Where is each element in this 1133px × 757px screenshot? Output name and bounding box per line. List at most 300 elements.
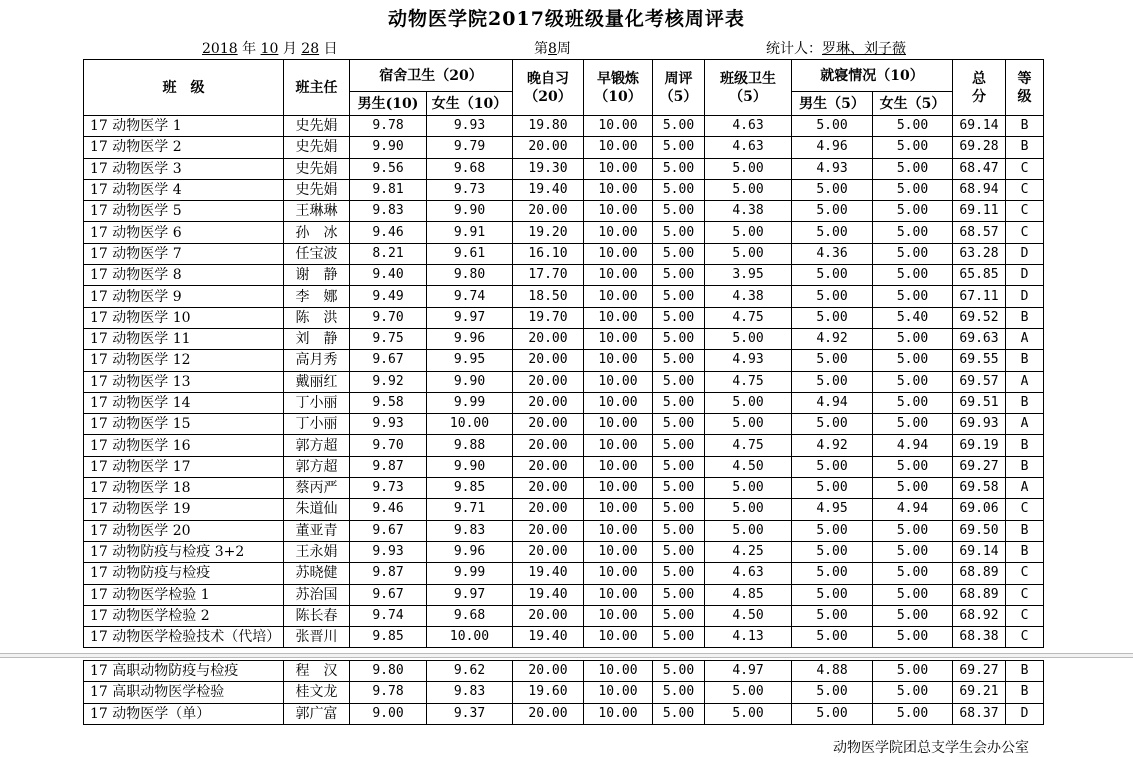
table-cell: 9.68 xyxy=(427,605,513,626)
table-cell: 郭方超 xyxy=(284,456,350,477)
table-cell: 蔡丙严 xyxy=(284,478,350,499)
header-morning: 早锻炼（10） xyxy=(584,60,653,116)
table-cell: 9.74 xyxy=(427,286,513,307)
table-cell: 4.13 xyxy=(705,627,792,648)
table-cell: 5.00 xyxy=(873,350,953,371)
table-cell: 5.00 xyxy=(873,541,953,562)
table-cell: B xyxy=(1006,350,1044,371)
table-row xyxy=(84,414,1044,435)
table-cell: 20.00 xyxy=(513,478,584,499)
table-cell: 5.00 xyxy=(705,682,792,703)
table-cell: A xyxy=(1006,478,1044,499)
table-cell: 王永娟 xyxy=(284,541,350,562)
table-cell: 4.63 xyxy=(705,116,792,137)
table-cell: 10.00 xyxy=(584,392,653,413)
table-cell: 5.00 xyxy=(653,499,705,520)
page-break-divider xyxy=(0,653,1133,658)
table-cell: 5.00 xyxy=(873,371,953,392)
table-cell: C xyxy=(1006,158,1044,179)
table-row xyxy=(84,478,1044,499)
table-cell: 戴丽红 xyxy=(284,371,350,392)
table-cell: 9.93 xyxy=(350,414,427,435)
table-cell: D xyxy=(1006,703,1044,724)
table-cell: 9.81 xyxy=(350,179,427,200)
table-cell: 69.58 xyxy=(953,478,1006,499)
table-row xyxy=(84,201,1044,222)
table-cell: 5.00 xyxy=(792,605,873,626)
table-row xyxy=(84,350,1044,371)
table-cell: 20.00 xyxy=(513,456,584,477)
table-cell: 19.80 xyxy=(513,116,584,137)
table-cell: 5.00 xyxy=(792,627,873,648)
table-cell: 10.00 xyxy=(584,563,653,584)
table-cell: 9.99 xyxy=(427,563,513,584)
table-cell: 19.40 xyxy=(513,563,584,584)
table-cell: 5.00 xyxy=(653,661,705,682)
table-cell: 9.56 xyxy=(350,158,427,179)
table-cell: 17 动物医学 16 xyxy=(84,435,284,456)
table-cell: 5.00 xyxy=(653,286,705,307)
table-cell: 69.63 xyxy=(953,328,1006,349)
table-cell: 19.40 xyxy=(513,584,584,605)
table-cell: 10.00 xyxy=(584,137,653,158)
table-row xyxy=(84,541,1044,562)
table-cell: 9.70 xyxy=(350,435,427,456)
table-cell: 丁小丽 xyxy=(284,414,350,435)
table-cell: 68.89 xyxy=(953,563,1006,584)
table-cell: 程 汉 xyxy=(284,661,350,682)
header-dorm-male: 男生(10) xyxy=(350,92,427,116)
table-cell: 17 动物医学检验 2 xyxy=(84,605,284,626)
table-cell: 17 动物医学 9 xyxy=(84,286,284,307)
table-cell: 10.00 xyxy=(584,158,653,179)
table-cell: 5.00 xyxy=(873,563,953,584)
table-cell: 5.00 xyxy=(792,286,873,307)
table-cell: 17 动物医学 13 xyxy=(84,371,284,392)
table-cell: 10.00 xyxy=(584,456,653,477)
table-cell: C xyxy=(1006,605,1044,626)
table-cell: 19.40 xyxy=(513,179,584,200)
table-cell: 68.89 xyxy=(953,584,1006,605)
table-cell: 20.00 xyxy=(513,328,584,349)
table-cell: 4.50 xyxy=(705,456,792,477)
table-cell: B xyxy=(1006,392,1044,413)
table-cell: 17 动物医学 5 xyxy=(84,201,284,222)
table-cell: 20.00 xyxy=(513,392,584,413)
table-cell: 9.93 xyxy=(350,541,427,562)
table-cell: 17 动物医学 17 xyxy=(84,456,284,477)
table-cell: 5.00 xyxy=(873,179,953,200)
table-cell: 69.28 xyxy=(953,137,1006,158)
header-evening: 晚自习（20） xyxy=(513,60,584,116)
table-cell: 10.00 xyxy=(584,478,653,499)
table-cell: 9.92 xyxy=(350,371,427,392)
table-row xyxy=(84,605,1044,626)
table-cell: A xyxy=(1006,371,1044,392)
table-cell: 5.00 xyxy=(705,499,792,520)
table-cell: 4.94 xyxy=(792,392,873,413)
table-cell: 17 动物医学 8 xyxy=(84,265,284,286)
table-cell: B xyxy=(1006,116,1044,137)
table-cell: 9.90 xyxy=(427,456,513,477)
table-cell: 17 动物医学检验技术（代培） xyxy=(84,627,284,648)
table-cell: 9.90 xyxy=(427,201,513,222)
table-cell: 5.00 xyxy=(873,328,953,349)
table-cell: 68.47 xyxy=(953,158,1006,179)
table-cell: 19.20 xyxy=(513,222,584,243)
table-cell: 9.83 xyxy=(350,201,427,222)
table-cell: 5.00 xyxy=(705,478,792,499)
table-cell: 10.00 xyxy=(584,605,653,626)
table-cell: B xyxy=(1006,435,1044,456)
table-cell: A xyxy=(1006,328,1044,349)
table-cell: 9.87 xyxy=(350,456,427,477)
table-cell: 5.00 xyxy=(873,265,953,286)
table-cell: B xyxy=(1006,137,1044,158)
table-cell: D xyxy=(1006,243,1044,264)
table-cell: 68.38 xyxy=(953,627,1006,648)
table-cell: 5.00 xyxy=(792,371,873,392)
table-cell: 李 娜 xyxy=(284,286,350,307)
table-cell: 5.00 xyxy=(873,703,953,724)
table-cell: 9.91 xyxy=(427,222,513,243)
table-cell: 5.00 xyxy=(653,328,705,349)
table-row xyxy=(84,137,1044,158)
table-cell: 20.00 xyxy=(513,499,584,520)
table-cell: 9.87 xyxy=(350,563,427,584)
table-cell: 9.73 xyxy=(350,478,427,499)
table-cell: 5.00 xyxy=(873,456,953,477)
table-cell: 10.00 xyxy=(584,371,653,392)
table-cell: 5.00 xyxy=(792,179,873,200)
table-cell: 20.00 xyxy=(513,350,584,371)
table-cell: 10.00 xyxy=(584,179,653,200)
table-row xyxy=(84,520,1044,541)
table-cell: 苏晓健 xyxy=(284,563,350,584)
date-year-unit: 年 xyxy=(242,41,257,57)
table-cell: 69.27 xyxy=(953,661,1006,682)
table-cell: 4.50 xyxy=(705,605,792,626)
table-cell: 9.96 xyxy=(427,328,513,349)
table-row xyxy=(84,158,1044,179)
table-cell: 4.93 xyxy=(705,350,792,371)
table-cell: 5.00 xyxy=(873,584,953,605)
table-cell: 5.00 xyxy=(792,350,873,371)
header-sleep-female: 女生（5） xyxy=(873,92,953,116)
table-cell: 5.00 xyxy=(792,307,873,328)
table-cell: 5.00 xyxy=(705,520,792,541)
table-cell: 4.97 xyxy=(705,661,792,682)
table-cell: 20.00 xyxy=(513,605,584,626)
table-cell: 4.75 xyxy=(705,435,792,456)
table-cell: 张晋川 xyxy=(284,627,350,648)
table-cell: 4.92 xyxy=(792,435,873,456)
table-cell: 10.00 xyxy=(584,350,653,371)
table-cell: 69.11 xyxy=(953,201,1006,222)
table-cell: 4.92 xyxy=(792,328,873,349)
table-cell: 9.85 xyxy=(350,627,427,648)
table-cell: 10.00 xyxy=(584,435,653,456)
header-weekly: 周评（5） xyxy=(653,60,705,116)
table-cell: 10.00 xyxy=(584,222,653,243)
table-cell: C xyxy=(1006,584,1044,605)
table-cell: C xyxy=(1006,222,1044,243)
table-cell: 69.57 xyxy=(953,371,1006,392)
table-cell: 4.95 xyxy=(792,499,873,520)
table-cell: 9.58 xyxy=(350,392,427,413)
score-table-continued xyxy=(83,660,1044,725)
table-cell: 5.00 xyxy=(792,541,873,562)
table-cell: 4.25 xyxy=(705,541,792,562)
table-cell: 史先娟 xyxy=(284,116,350,137)
table-cell: 史先娟 xyxy=(284,158,350,179)
table-cell: 5.00 xyxy=(792,116,873,137)
table-row xyxy=(84,682,1044,703)
table-cell: 5.00 xyxy=(653,605,705,626)
table-cell: 9.90 xyxy=(350,137,427,158)
table-cell: B xyxy=(1006,682,1044,703)
table-row xyxy=(84,703,1044,724)
table-cell: 69.21 xyxy=(953,682,1006,703)
table-cell: 苏治国 xyxy=(284,584,350,605)
table-cell: 20.00 xyxy=(513,435,584,456)
table-cell: 10.00 xyxy=(584,243,653,264)
table-cell: 郭方超 xyxy=(284,435,350,456)
table-cell: 3.95 xyxy=(705,265,792,286)
table-cell: 5.00 xyxy=(792,222,873,243)
table-cell: C xyxy=(1006,179,1044,200)
table-cell: 9.73 xyxy=(427,179,513,200)
table-cell: 4.88 xyxy=(792,661,873,682)
table-cell: 9.95 xyxy=(427,350,513,371)
table-cell: 5.00 xyxy=(705,414,792,435)
table-cell: 5.00 xyxy=(653,158,705,179)
table-cell: 17 动物医学 1 xyxy=(84,116,284,137)
table-cell: D xyxy=(1006,265,1044,286)
table-cell: 10.00 xyxy=(584,682,653,703)
table-cell: 5.00 xyxy=(873,286,953,307)
table-cell: 5.00 xyxy=(873,414,953,435)
table-cell: 5.00 xyxy=(653,520,705,541)
table-cell: 17 动物医学 6 xyxy=(84,222,284,243)
table-cell: 17 动物医学 19 xyxy=(84,499,284,520)
table-cell: 5.00 xyxy=(653,435,705,456)
table-cell: 69.06 xyxy=(953,499,1006,520)
table-cell: B xyxy=(1006,456,1044,477)
table-cell: 9.80 xyxy=(427,265,513,286)
table-row xyxy=(84,563,1044,584)
table-cell: 17 动物医学 4 xyxy=(84,179,284,200)
table-cell: 5.00 xyxy=(653,201,705,222)
table-cell: 9.40 xyxy=(350,265,427,286)
table-cell: 9.96 xyxy=(427,541,513,562)
table-cell: 20.00 xyxy=(513,541,584,562)
table-cell: 17 动物医学 15 xyxy=(84,414,284,435)
table-row xyxy=(84,392,1044,413)
table-cell: 10.00 xyxy=(584,627,653,648)
table-cell: 9.70 xyxy=(350,307,427,328)
table-cell: 10.00 xyxy=(584,499,653,520)
table-cell: 5.00 xyxy=(873,243,953,264)
table-cell: A xyxy=(1006,414,1044,435)
table-cell: 69.55 xyxy=(953,350,1006,371)
table-cell: 10.00 xyxy=(584,703,653,724)
table-cell: 陈 洪 xyxy=(284,307,350,328)
date-day: 28 xyxy=(301,41,320,57)
table-cell: 8.21 xyxy=(350,243,427,264)
table-cell: 68.92 xyxy=(953,605,1006,626)
table-row xyxy=(84,243,1044,264)
table-cell: 69.51 xyxy=(953,392,1006,413)
table-cell: 9.99 xyxy=(427,392,513,413)
table-row xyxy=(84,627,1044,648)
table-cell: 9.00 xyxy=(350,703,427,724)
table-cell: 4.93 xyxy=(792,158,873,179)
table-cell: 67.11 xyxy=(953,286,1006,307)
header-teacher: 班主任 xyxy=(284,60,350,116)
table-cell: 68.37 xyxy=(953,703,1006,724)
table-cell: 9.46 xyxy=(350,499,427,520)
table-cell: 69.14 xyxy=(953,541,1006,562)
table-cell: 5.00 xyxy=(873,605,953,626)
table-cell: 郭广富 xyxy=(284,703,350,724)
table-cell: 9.78 xyxy=(350,116,427,137)
week-prefix: 第 xyxy=(534,41,548,57)
table-cell: 5.00 xyxy=(792,563,873,584)
table-cell: 5.00 xyxy=(792,584,873,605)
table-cell: 9.97 xyxy=(427,584,513,605)
table-cell: 17 动物医学（单） xyxy=(84,703,284,724)
table-cell: 5.00 xyxy=(792,201,873,222)
table-cell: 5.00 xyxy=(705,703,792,724)
header-class-hygiene: 班级卫生（5） xyxy=(705,60,792,116)
table-row xyxy=(84,179,1044,200)
table-cell: 17 动物医学 7 xyxy=(84,243,284,264)
table-row xyxy=(84,584,1044,605)
table-cell: 19.60 xyxy=(513,682,584,703)
table-cell: 20.00 xyxy=(513,703,584,724)
date-year: 2018 xyxy=(202,41,238,57)
table-cell: 10.00 xyxy=(584,201,653,222)
table-cell: C xyxy=(1006,499,1044,520)
table-cell: 20.00 xyxy=(513,414,584,435)
table-cell: 5.00 xyxy=(873,392,953,413)
table-cell: 69.14 xyxy=(953,116,1006,137)
table-cell: 9.62 xyxy=(427,661,513,682)
table-cell: 20.00 xyxy=(513,371,584,392)
table-row xyxy=(84,116,1044,137)
table-cell: 17 动物医学 20 xyxy=(84,520,284,541)
table-cell: 史先娟 xyxy=(284,179,350,200)
table-cell: 9.80 xyxy=(350,661,427,682)
table-cell: 5.00 xyxy=(705,179,792,200)
header-sleep-male: 男生（5） xyxy=(792,92,873,116)
table-cell: D xyxy=(1006,286,1044,307)
table-cell: 17 动物医学 2 xyxy=(84,137,284,158)
table-row xyxy=(84,371,1044,392)
table-cell: 17 动物医学 12 xyxy=(84,350,284,371)
table-cell: 5.00 xyxy=(653,563,705,584)
table-cell: 10.00 xyxy=(584,661,653,682)
table-cell: 5.00 xyxy=(653,682,705,703)
table-cell: 9.90 xyxy=(427,371,513,392)
score-table xyxy=(83,59,1044,648)
table-cell: 5.00 xyxy=(653,584,705,605)
table-cell: 5.00 xyxy=(653,307,705,328)
table-cell: 17.70 xyxy=(513,265,584,286)
table-row xyxy=(84,661,1044,682)
table-cell: 5.00 xyxy=(873,116,953,137)
table-cell: 19.40 xyxy=(513,627,584,648)
table-cell: 丁小丽 xyxy=(284,392,350,413)
header-dorm: 宿舍卫生（20） xyxy=(350,60,513,92)
table-cell: 19.70 xyxy=(513,307,584,328)
table-row xyxy=(84,286,1044,307)
table-cell: 任宝波 xyxy=(284,243,350,264)
table-cell: 5.00 xyxy=(705,158,792,179)
table-cell: 10.00 xyxy=(584,584,653,605)
table-cell: 5.00 xyxy=(705,222,792,243)
table-cell: 4.94 xyxy=(873,499,953,520)
table-cell: 5.40 xyxy=(873,307,953,328)
table-cell: 9.67 xyxy=(350,584,427,605)
table-cell: 17 动物医学检验 1 xyxy=(84,584,284,605)
table-cell: 4.94 xyxy=(873,435,953,456)
table-cell: 10.00 xyxy=(584,286,653,307)
table-cell: 20.00 xyxy=(513,201,584,222)
table-cell: 17 高职动物防疫与检疫 xyxy=(84,661,284,682)
table-cell: 4.75 xyxy=(705,307,792,328)
table-cell: C xyxy=(1006,627,1044,648)
table-cell: 19.30 xyxy=(513,158,584,179)
table-cell: 4.75 xyxy=(705,371,792,392)
statistician-label: 统计人： xyxy=(766,41,822,57)
table-cell: 17 动物防疫与检疫 xyxy=(84,563,284,584)
table-cell: 5.00 xyxy=(792,478,873,499)
table-cell: 5.00 xyxy=(653,371,705,392)
table-cell: 4.63 xyxy=(705,563,792,584)
table-cell: 18.50 xyxy=(513,286,584,307)
table-cell: 9.67 xyxy=(350,520,427,541)
table-cell: 5.00 xyxy=(705,328,792,349)
table-cell: 5.00 xyxy=(873,661,953,682)
table-cell: 4.96 xyxy=(792,137,873,158)
table-cell: 65.85 xyxy=(953,265,1006,286)
table-cell: 5.00 xyxy=(873,682,953,703)
table-cell: 5.00 xyxy=(873,137,953,158)
table-cell: 5.00 xyxy=(653,392,705,413)
table-cell: 9.78 xyxy=(350,682,427,703)
table-cell: 9.88 xyxy=(427,435,513,456)
table-cell: 5.00 xyxy=(653,478,705,499)
table-cell: C xyxy=(1006,201,1044,222)
table-cell: C xyxy=(1006,563,1044,584)
table-cell: 9.61 xyxy=(427,243,513,264)
table-cell: 5.00 xyxy=(873,222,953,243)
table-cell: 4.38 xyxy=(705,201,792,222)
table-cell: B xyxy=(1006,541,1044,562)
footer-office: 动物医学院团总支学生会办公室 xyxy=(833,740,1029,756)
table-cell: 5.00 xyxy=(653,243,705,264)
report-date xyxy=(202,38,338,58)
table-cell: 63.28 xyxy=(953,243,1006,264)
table-cell: 17 动物医学 3 xyxy=(84,158,284,179)
table-cell: 69.50 xyxy=(953,520,1006,541)
table-cell: 10.00 xyxy=(427,414,513,435)
header-grade: 等级 xyxy=(1006,60,1044,116)
table-cell: 20.00 xyxy=(513,137,584,158)
table-cell: 5.00 xyxy=(873,627,953,648)
